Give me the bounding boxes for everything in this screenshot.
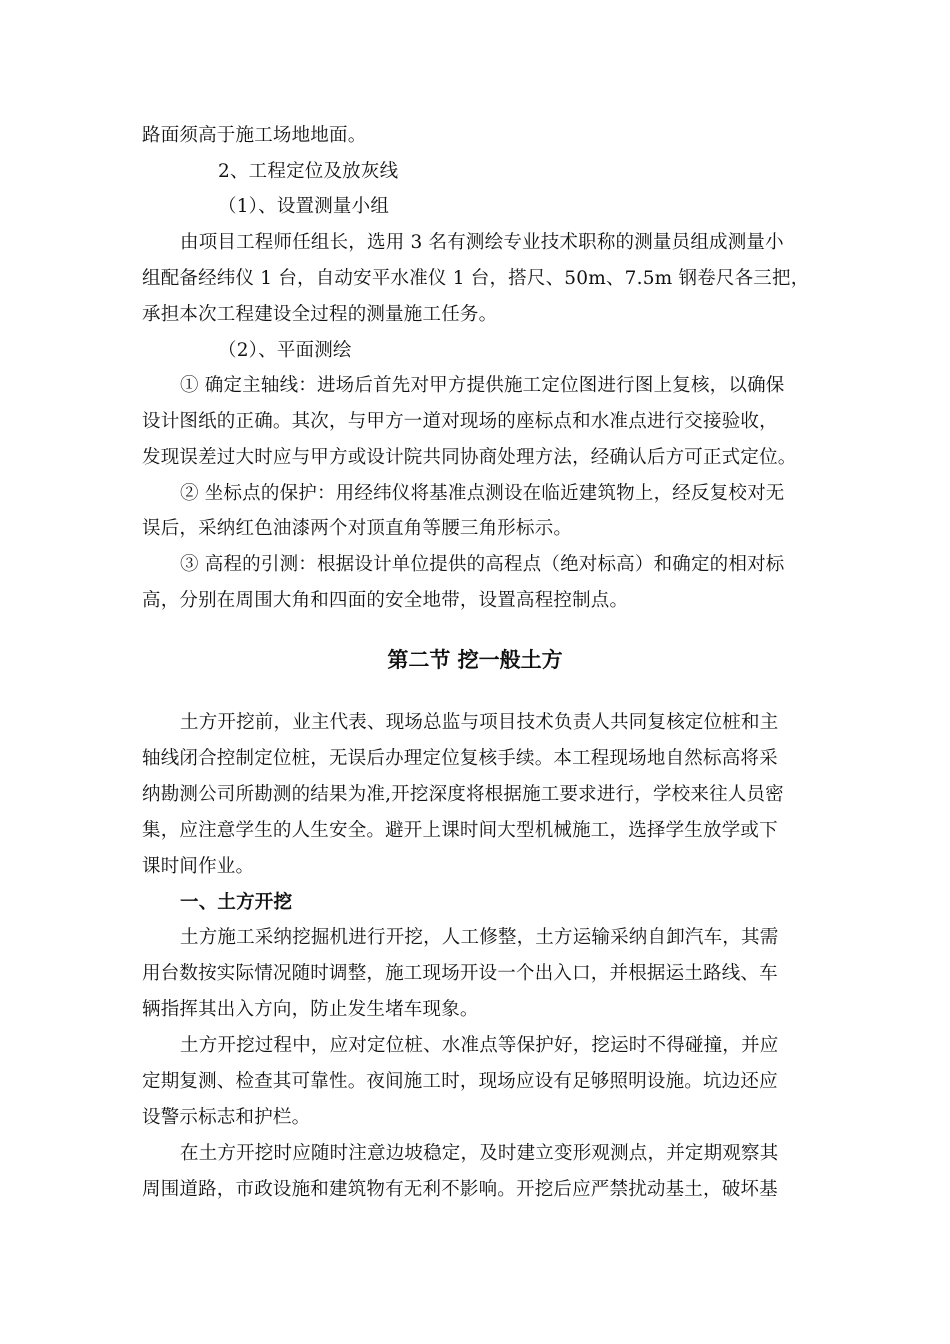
subsection-title: 一、土方开挖 — [180, 892, 293, 913]
paragraph-line: ① 确定主轴线：进场后首先对甲方提供施工定位图进行图上复核，以确保 — [180, 375, 785, 396]
item-title: 2、工程定位及放灰线 — [218, 161, 399, 182]
section-title: 第二节 挖一般土方 — [387, 648, 563, 672]
paragraph-line: 设计图纸的正确。其次，与甲方一道对现场的座标点和水准点进行交接验收， — [142, 411, 778, 432]
item-subtitle: （2）、平面测绘 — [218, 340, 352, 361]
paragraph-line: 承担本次工程建设全过程的测量施工任务。 — [142, 304, 498, 325]
paragraph-line: 轴线闭合控制定位桩，无误后办理定位复核手续。本工程现场地自然标高将采 — [142, 748, 778, 769]
paragraph-line: 误后，采纳红色油漆两个对顶直角等腰三角形标示。 — [142, 518, 573, 539]
paragraph-line: 课时间作业。 — [142, 856, 255, 877]
paragraph-line: 辆指挥其出入方向，防止发生堵车现象。 — [142, 999, 479, 1020]
paragraph-line: 土方开挖前，业主代表、现场总监与项目技术负责人共同复核定位桩和主 — [180, 712, 779, 733]
paragraph-line: 设警示标志和护栏。 — [142, 1107, 311, 1128]
paragraph-line: 在土方开挖时应随时注意边坡稳定，及时建立变形观测点，并定期观察其 — [180, 1143, 779, 1164]
paragraph-line: 纳勘测公司所勘测的结果为准,开挖深度将根据施工要求进行，学校来往人员密 — [142, 784, 784, 805]
paragraph-line: 土方开挖过程中，应对定位桩、水准点等保护好，挖运时不得碰撞，并应 — [180, 1035, 779, 1056]
paragraph-line: 路面须高于施工场地地面。 — [142, 125, 367, 146]
paragraph-line: 定期复测、检查其可靠性。夜间施工时，现场应设有足够照明设施。坑边还应 — [142, 1071, 778, 1092]
paragraph-line: 发现误差过大时应与甲方或设计院共同协商处理方法，经确认后方可正式定位。 — [142, 447, 797, 468]
paragraph-line: ③ 高程的引测：根据设计单位提供的高程点（绝对标高）和确定的相对标 — [180, 554, 785, 575]
paragraph-line: 集，应注意学生的人生安全。避开上课时间大型机械施工，选择学生放学或下 — [142, 820, 778, 841]
paragraph-line: 高，分别在周围大角和四面的安全地带，设置高程控制点。 — [142, 590, 629, 611]
paragraph-line: 用台数按实际情况随时调整，施工现场开设一个出入口，并根据运土路线、车 — [142, 963, 778, 984]
paragraph-line: ② 坐标点的保护：用经纬仪将基准点测设在临近建筑物上，经反复校对无 — [180, 483, 785, 504]
paragraph-line: 组配备经纬仪 1 台，自动安平水准仪 1 台，搭尺、50m、7.5m 钢卷尺各三把， — [142, 268, 810, 289]
paragraph-line: 土方施工采纳挖掘机进行开挖，人工修整，土方运输采纳自卸汽车，其需 — [180, 927, 779, 948]
item-subtitle: （1）、设置测量小组 — [218, 196, 390, 217]
paragraph-line: 周围道路，市政设施和建筑物有无利不影响。开挖后应严禁扰动基土，破坏基 — [142, 1179, 778, 1200]
paragraph-line: 由项目工程师任组长，选用 3 名有测绘专业技术职称的测量员组成测量小 — [180, 232, 784, 253]
